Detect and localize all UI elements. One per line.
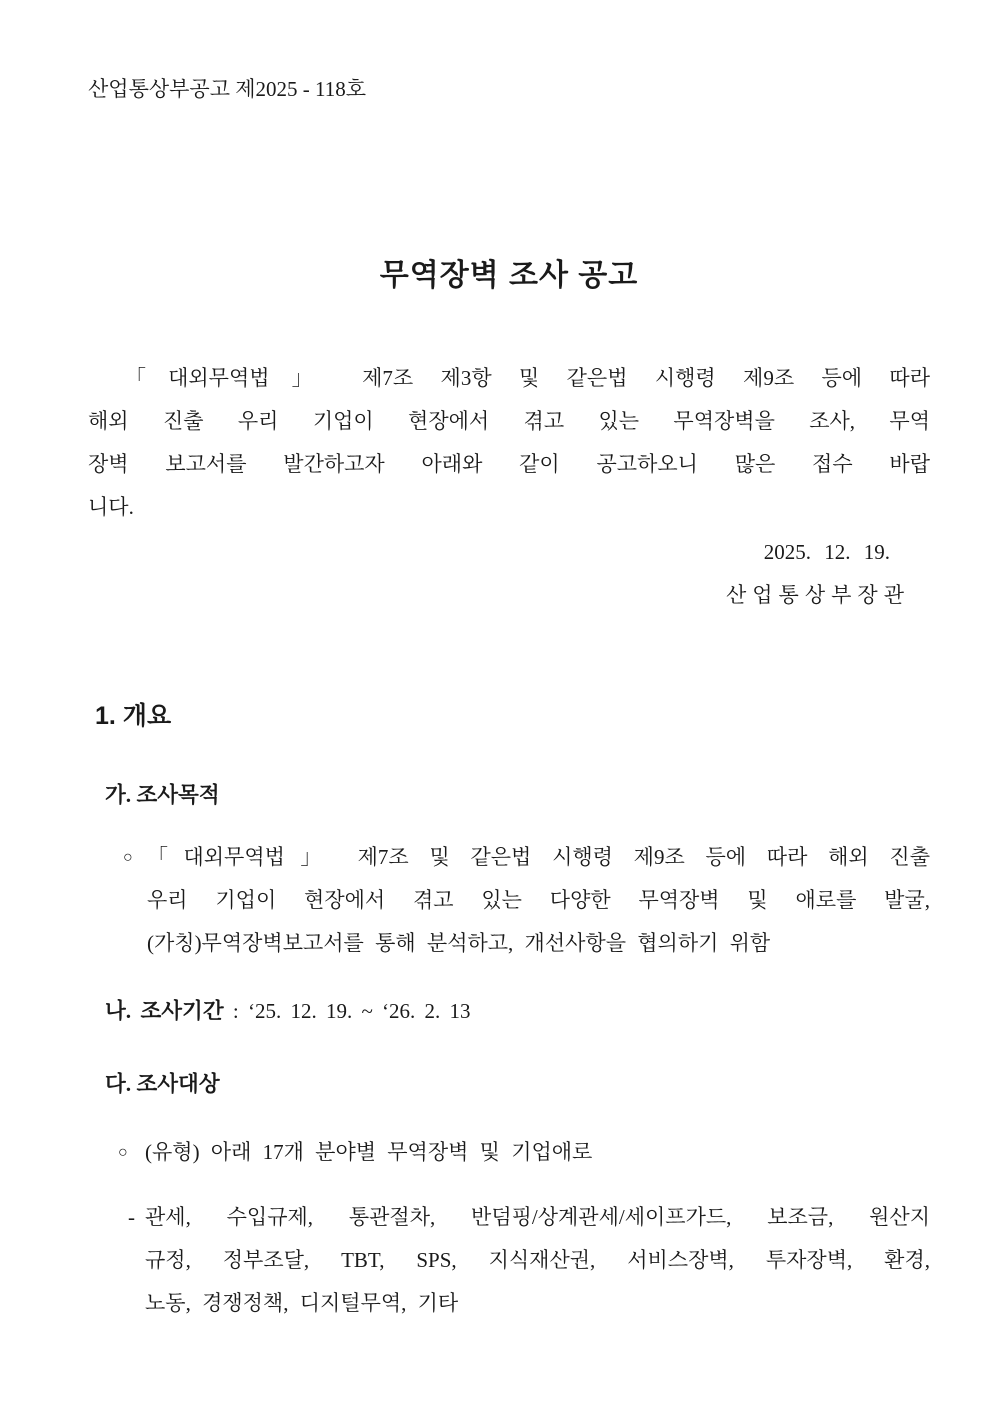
period-value: ‘25. 12. 19. ~ ‘26. 2. 13: [247, 999, 471, 1023]
minister-signature: 산업통상부장관: [725, 583, 910, 607]
subsection-a-heading: 가. 조사목적: [105, 783, 220, 807]
intro-line-1: 「대외무역법」 제7조 제3항 및 같은법 시행령 제9조 등에 따라: [125, 366, 930, 390]
purpose-bullet-body: [147, 836, 930, 965]
intro-line-3: 장벽 보고서를 발간하고자 아래와 같이 공고하오니 많은 접수 바랍: [88, 452, 930, 476]
target-type-text: (유형) 아래 17개 분야별 무역장벽 및 기업애로: [145, 1140, 593, 1164]
target-category-body: [145, 1196, 930, 1325]
announcement-date: 2025. 12. 19.: [763, 540, 890, 564]
intro-line-2: 해외 진출 우리 기업이 현장에서 겪고 있는 무역장벽을 조사, 무역: [88, 409, 930, 433]
target-type-bullet: [88, 1131, 930, 1174]
document-title: 무역장벽 조사 공고: [379, 259, 639, 292]
target-category-list: [88, 1196, 930, 1325]
section-1-heading: 1. 개요: [95, 702, 172, 730]
dash-bullet-marker: -: [128, 1205, 135, 1229]
subsection-c-heading: 다. 조사대상: [105, 1072, 220, 1096]
purpose-line-1: 「대외무역법」 제7조 및 같은법 시행령 제9조 등에 따라 해외 진출: [147, 845, 930, 869]
category-line-3: 노동, 경쟁정책, 디지털무역, 기타: [145, 1291, 459, 1315]
purpose-line-2: 우리 기업이 현장에서 겪고 있는 다양한 무역장벽 및 애로를 발굴,: [147, 888, 930, 912]
doc-number: 산업통상부공고 제2025 - 118호: [88, 77, 367, 101]
circle-bullet-marker: ○: [118, 1144, 128, 1161]
purpose-line-3: (가칭)무역장벽보고서를 통해 분석하고, 개선사항을 협의하기 위함: [147, 931, 771, 955]
purpose-bullet: [88, 836, 930, 965]
circle-bullet-marker: ○: [123, 849, 133, 866]
intro-paragraph: [88, 357, 930, 529]
category-line-2: 규정, 정부조달, TBT, SPS, 지식재산권, 서비스장벽, 투자장벽, 환경,: [145, 1248, 930, 1272]
period-label: 나. 조사기간: [105, 999, 224, 1023]
period-separator: :: [223, 999, 248, 1023]
category-line-1: 관세, 수입규제, 통관절차, 반덤핑/상계관세/세이프가드, 보조금, 원산지: [145, 1205, 930, 1229]
intro-line-4: 니다.: [88, 495, 134, 519]
subsection-b-heading: [105, 990, 930, 1033]
